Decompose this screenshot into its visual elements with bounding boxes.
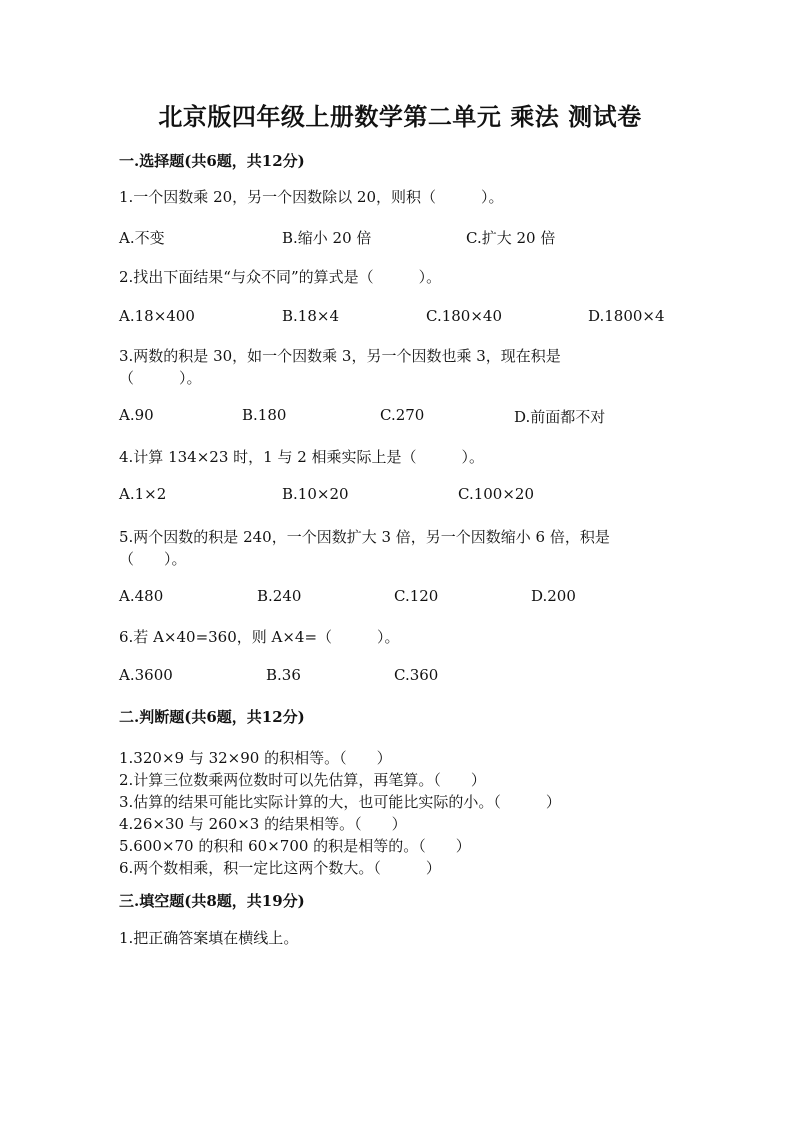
choice-q3-option-d: D.前面都不对 [514,408,606,426]
section-heading-choice: 一.选择题(共6题，共12分) [119,152,305,170]
choice-question-5-line-1: 5.两个因数的积是 240，一个因数扩大 3 倍，另一个因数缩小 6 倍，积是 [119,528,610,546]
choice-question-4: 4.计算 134×23 时，1 与 2 相乘实际上是（ ）。 [119,448,485,466]
choice-q3-option-b: B.180 [242,406,287,424]
choice-q4-option-c: C.100×20 [458,485,534,503]
choice-q6-option-b: B.36 [266,666,301,684]
choice-question-3-line-2: （ ）。 [119,369,202,387]
judge-question-2: 2.计算三位数乘两位数时可以先估算，再笔算。（ ） [119,771,486,789]
choice-question-2: 2.找出下面结果“与众不同”的算式是（ ）。 [119,268,442,286]
choice-q1-option-a: A.不变 [119,229,165,247]
choice-q4-option-a: A.1×2 [119,485,167,503]
choice-q5-option-a: A.480 [119,587,164,605]
judge-question-3: 3.估算的结果可能比实际计算的大，也可能比实际的小。（ ） [119,793,561,811]
choice-question-1: 1.一个因数乘 20，另一个因数除以 20，则积（ ）。 [119,188,504,206]
choice-q5-option-d: D.200 [531,587,576,605]
choice-q1-option-b: B.缩小 20 倍 [282,229,372,247]
judge-question-4: 4.26×30 与 260×3 的结果相等。（ ） [119,815,407,833]
choice-q2-option-b: B.18×4 [282,307,339,325]
choice-q4-option-b: B.10×20 [282,485,349,503]
judge-question-1: 1.320×9 与 32×90 的积相等。（ ） [119,749,392,767]
choice-question-6: 6.若 A×40=360，则 A×4=（ ）。 [119,628,400,646]
choice-q5-option-c: C.120 [394,587,439,605]
choice-q2-option-a: A.18×400 [119,307,195,325]
choice-q1-option-c: C.扩大 20 倍 [466,229,556,247]
choice-question-3-line-1: 3.两数的积是 30，如一个因数乘 3，另一个因数也乘 3，现在积是 [119,347,561,365]
choice-q3-option-c: C.270 [380,406,425,424]
choice-q3-option-a: A.90 [119,406,154,424]
section-heading-fill: 三.填空题(共8题，共19分) [119,892,305,910]
choice-q6-option-a: A.3600 [119,666,173,684]
choice-q2-option-c: C.180×40 [426,307,502,325]
judge-question-list [119,747,561,879]
section-heading-judge: 二.判断题(共6题，共12分) [119,708,305,726]
choice-q6-option-c: C.360 [394,666,439,684]
judge-question-6: 6.两个数相乘，积一定比这两个数大。（ ） [119,859,441,877]
choice-q5-option-b: B.240 [257,587,302,605]
page-title: 北京版四年级上册数学第二单元 乘法 测试卷 [158,102,642,131]
judge-question-5: 5.600×70 的积和 60×700 的积是相等的。（ ） [119,837,471,855]
fill-question-1: 1.把正确答案填在横线上。 [119,929,299,947]
choice-question-5-line-2: （ ）。 [119,550,187,568]
choice-q2-option-d: D.1800×4 [588,307,665,325]
